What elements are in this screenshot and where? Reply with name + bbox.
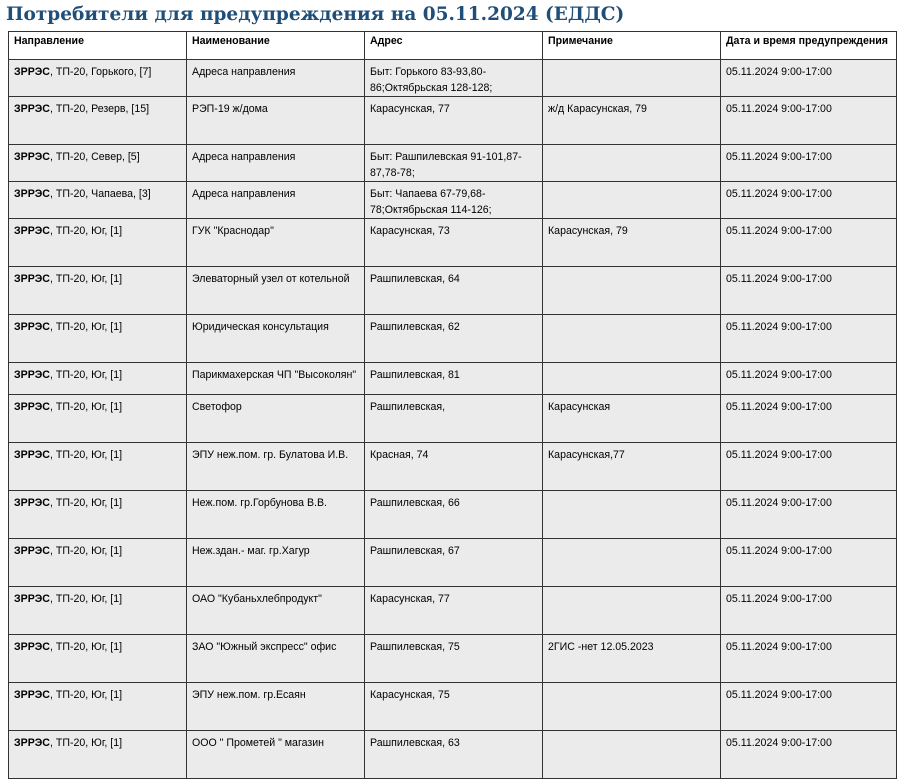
table-row [9,443,897,491]
cell-direction [9,539,187,587]
direction-code: ЗРРЭС [14,225,50,237]
cell-datetime: 05.11.2024 9:00-17:00 [721,443,897,491]
cell-address: Рашпилевская, 63 [365,731,543,779]
cell-datetime: 05.11.2024 9:00-17:00 [721,731,897,779]
cell-note [543,145,721,182]
cell-address: Рашпилевская, 81 [365,363,543,395]
cell-address: Карасунская, 75 [365,683,543,731]
column-header-address: Адрес [365,32,543,60]
direction-code: ЗРРЭС [14,66,50,78]
cell-direction [9,182,187,219]
table-row [9,145,897,182]
consumers-table [8,31,897,779]
cell-name: ООО " Прометей " магазин [187,731,365,779]
cell-note [543,363,721,395]
direction-code: ЗРРЭС [14,401,50,413]
cell-name: ОАО "Кубаньхлебпродукт" [187,587,365,635]
cell-note: ж/д Карасунская, 79 [543,97,721,145]
cell-direction [9,395,187,443]
column-header-direction: Направление [9,32,187,60]
cell-name: ЭПУ неж.пом. гр. Булатова И.В. [187,443,365,491]
direction-detail: , ТП-20, Север, [5] [49,151,140,163]
direction-detail: , ТП-20, Чапаева, [3] [49,188,151,200]
cell-address: Рашпилевская, [365,395,543,443]
cell-name: РЭП-19 ж/дома [187,97,365,145]
table-row [9,587,897,635]
table-body [9,60,897,779]
cell-note [543,315,721,363]
direction-code: ЗРРЭС [14,497,50,509]
cell-name: Адреса направления [187,60,365,97]
cell-direction [9,491,187,539]
cell-direction [9,443,187,491]
table-row [9,97,897,145]
column-header-name: Наименование [187,32,365,60]
cell-name: Неж.здан.- маг. гр.Хагур [187,539,365,587]
cell-direction [9,683,187,731]
cell-direction [9,635,187,683]
cell-note [543,267,721,315]
direction-detail: , ТП-20, Юг, [1] [49,593,123,605]
direction-detail: , ТП-20, Юг, [1] [49,449,123,461]
table-row [9,363,897,395]
direction-code: ЗРРЭС [14,188,50,200]
cell-address: Быт: Горького 83-93,80-86;Октябрьская 128-128; [365,60,543,97]
table-row [9,539,897,587]
cell-address: Рашпилевская, 66 [365,491,543,539]
direction-detail: , ТП-20, Юг, [1] [49,401,123,413]
cell-datetime: 05.11.2024 9:00-17:00 [721,97,897,145]
direction-detail: , ТП-20, Юг, [1] [49,737,123,749]
cell-address: Карасунская, 77 [365,587,543,635]
cell-note: 2ГИС -нет 12.05.2023 [543,635,721,683]
cell-name: Парикмахерская ЧП "Высоколян" [187,363,365,395]
direction-code: ЗРРЭС [14,273,50,285]
cell-address: Рашпилевская, 64 [365,267,543,315]
direction-detail: , ТП-20, Юг, [1] [49,321,123,333]
direction-code: ЗРРЭС [14,737,50,749]
cell-address: Быт: Рашпилевская 91-101,87-87,78-78; [365,145,543,182]
cell-address: Карасунская, 77 [365,97,543,145]
table-row [9,491,897,539]
direction-detail: , ТП-20, Юг, [1] [49,273,123,285]
cell-datetime: 05.11.2024 9:00-17:00 [721,145,897,182]
cell-name: Светофор [187,395,365,443]
cell-note: Карасунская,77 [543,443,721,491]
page-title: Потребители для предупреждения на 05.11.2024 (ЕДДС) [6,4,625,25]
cell-address: Быт: Чапаева 67-79,68-78;Октябрьская 114-126; [365,182,543,219]
direction-detail: , ТП-20, Юг, [1] [49,545,123,557]
cell-datetime: 05.11.2024 9:00-17:00 [721,182,897,219]
cell-address: Красная, 74 [365,443,543,491]
cell-note [543,587,721,635]
cell-name: Неж.пом. гр.Горбунова В.В. [187,491,365,539]
cell-note [543,539,721,587]
cell-datetime: 05.11.2024 9:00-17:00 [721,539,897,587]
direction-detail: , ТП-20, Юг, [1] [49,497,123,509]
direction-detail: , ТП-20, Юг, [1] [49,369,123,381]
cell-note [543,683,721,731]
cell-direction [9,587,187,635]
cell-name: Адреса направления [187,182,365,219]
direction-code: ЗРРЭС [14,641,50,653]
direction-code: ЗРРЭС [14,593,50,605]
cell-datetime: 05.11.2024 9:00-17:00 [721,60,897,97]
cell-direction [9,315,187,363]
cell-direction [9,145,187,182]
table-row [9,731,897,779]
cell-direction [9,731,187,779]
table-row [9,219,897,267]
table-row [9,182,897,219]
cell-datetime: 05.11.2024 9:00-17:00 [721,587,897,635]
cell-datetime: 05.11.2024 9:00-17:00 [721,395,897,443]
cell-direction [9,363,187,395]
column-header-note: Примечание [543,32,721,60]
column-header-datetime: Дата и время предупреждения [721,32,897,60]
direction-detail: , ТП-20, Резерв, [15] [49,103,150,115]
cell-note: Карасунская [543,395,721,443]
direction-detail: , ТП-20, Горького, [7] [49,66,152,78]
cell-name: ГУК "Краснодар" [187,219,365,267]
cell-note [543,60,721,97]
cell-direction [9,219,187,267]
direction-code: ЗРРЭС [14,103,50,115]
cell-note [543,182,721,219]
cell-note: Карасунская, 79 [543,219,721,267]
direction-code: ЗРРЭС [14,689,50,701]
table-header-row [9,32,897,60]
table-row [9,635,897,683]
direction-detail: , ТП-20, Юг, [1] [49,689,123,701]
cell-address: Рашпилевская, 75 [365,635,543,683]
direction-code: ЗРРЭС [14,151,50,163]
cell-direction [9,60,187,97]
cell-direction [9,267,187,315]
direction-code: ЗРРЭС [14,369,50,381]
cell-address: Рашпилевская, 67 [365,539,543,587]
cell-datetime: 05.11.2024 9:00-17:00 [721,491,897,539]
cell-name: ЗАО "Южный экспресс" офис [187,635,365,683]
table-row [9,683,897,731]
cell-datetime: 05.11.2024 9:00-17:00 [721,635,897,683]
direction-detail: , ТП-20, Юг, [1] [49,641,123,653]
table-row [9,60,897,97]
direction-code: ЗРРЭС [14,545,50,557]
cell-note [543,731,721,779]
cell-name: Адреса направления [187,145,365,182]
cell-datetime: 05.11.2024 9:00-17:00 [721,683,897,731]
cell-note [543,491,721,539]
cell-name: Юридическая консультация [187,315,365,363]
cell-name: Элеваторный узел от котельной [187,267,365,315]
cell-address: Карасунская, 73 [365,219,543,267]
table-row [9,395,897,443]
table-row [9,267,897,315]
cell-datetime: 05.11.2024 9:00-17:00 [721,363,897,395]
table-row [9,315,897,363]
direction-detail: , ТП-20, Юг, [1] [49,225,123,237]
cell-address: Рашпилевская, 62 [365,315,543,363]
direction-code: ЗРРЭС [14,321,50,333]
cell-datetime: 05.11.2024 9:00-17:00 [721,219,897,267]
direction-code: ЗРРЭС [14,449,50,461]
cell-name: ЭПУ неж.пом. гр.Есаян [187,683,365,731]
cell-direction [9,97,187,145]
cell-datetime: 05.11.2024 9:00-17:00 [721,267,897,315]
cell-datetime: 05.11.2024 9:00-17:00 [721,315,897,363]
